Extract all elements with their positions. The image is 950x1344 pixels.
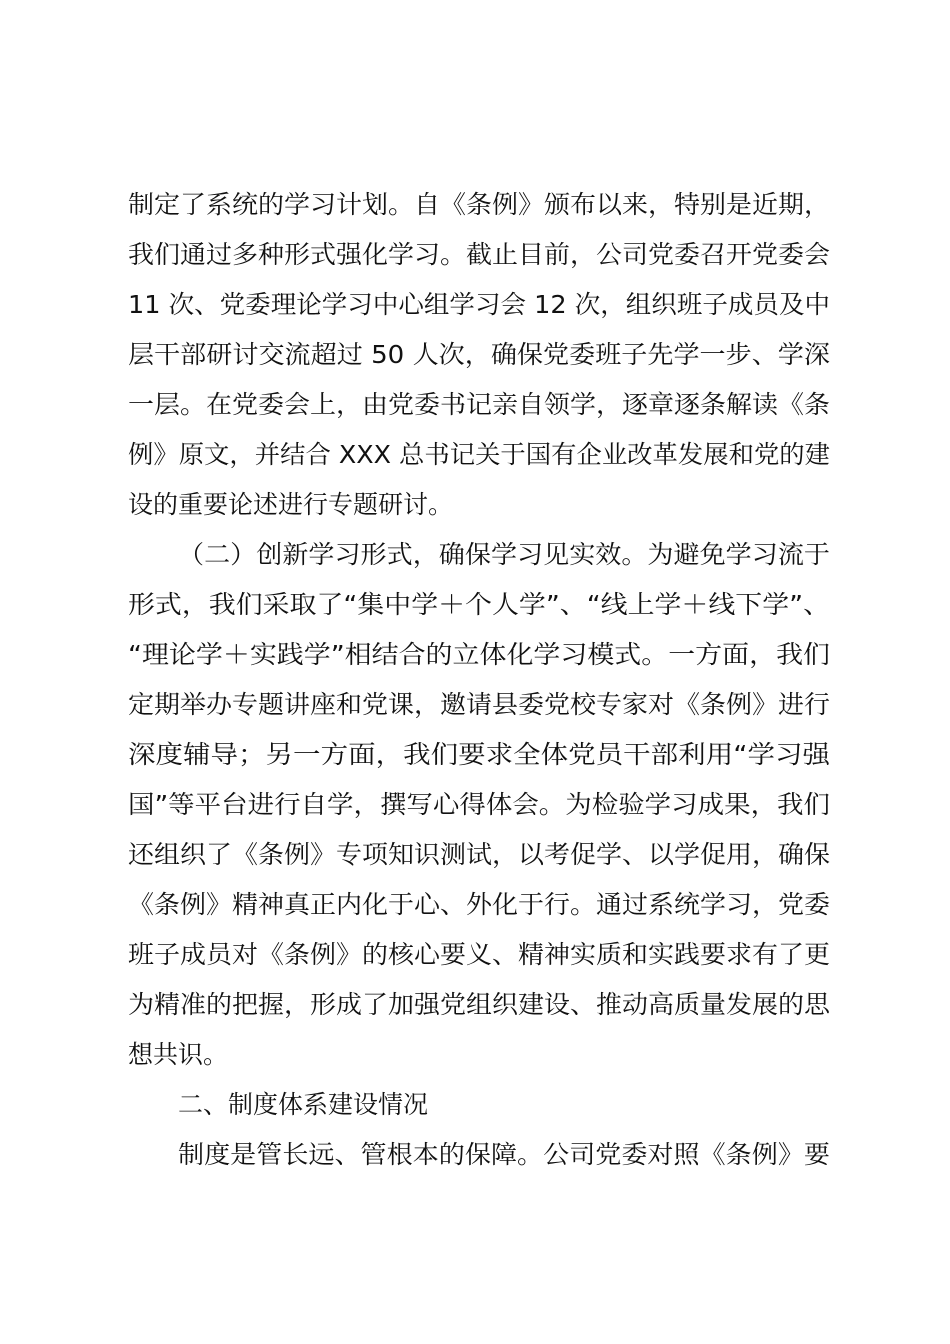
text-line — [0, 635, 950, 675]
text-line — [0, 485, 950, 525]
line-text: 例》原文，并结合 XXX 总书记关于国有企业改革发展和党的建 — [128, 440, 830, 469]
line-text: 国”等平台进行自学，撰写心得体会。为检验学习成果，我们 — [128, 790, 830, 819]
text-line — [0, 1035, 950, 1075]
text-line — [0, 185, 950, 225]
line-text: 深度辅导；另一方面，我们要求全体党员干部利用“学习强 — [128, 740, 831, 769]
text-line — [0, 585, 950, 625]
text-line — [0, 885, 950, 925]
line-text: 一层。在党委会上，由党委书记亲自领学，逐章逐条解读《条 — [128, 390, 830, 419]
text-line — [0, 835, 950, 875]
line-text: 11 次、党委理论学习中心组学习会 12 次，组织班子成员及中 — [128, 290, 830, 319]
text-line — [0, 385, 950, 425]
text-line — [0, 735, 950, 775]
line-text: 《条例》精神真正内化于心、外化于行。通过系统学习，党委 — [128, 890, 830, 919]
text-line — [0, 535, 950, 575]
text-line — [0, 285, 950, 325]
text-line — [0, 1135, 950, 1175]
line-text: 形式，我们采取了“集中学＋个人学”、“线上学＋线下学”、 — [128, 590, 830, 619]
line-text: （二）创新学习形式，确保学习见实效。为避免学习流于 — [178, 540, 830, 569]
text-line — [0, 235, 950, 275]
line-text: 我们通过多种形式强化学习。截止目前，公司党委召开党委会 — [128, 240, 830, 269]
text-line — [0, 785, 950, 825]
section-heading-text: 二、制度体系建设情况 — [178, 1090, 429, 1119]
text-line — [0, 685, 950, 725]
line-text: 制度是管长远、管根本的保障。公司党委对照《条例》要 — [178, 1140, 830, 1169]
line-text: “理论学＋实践学”相结合的立体化学习模式。一方面，我们 — [128, 640, 830, 669]
line-text: 班子成员对《条例》的核心要义、精神实质和实践要求有了更 — [128, 940, 830, 969]
line-text: 想共识。 — [128, 1040, 229, 1069]
line-text: 制定了系统的学习计划。自《条例》颁布以来，特别是近期， — [128, 190, 830, 219]
text-line — [0, 335, 950, 375]
line-text: 还组织了《条例》专项知识测试，以考促学、以学促用，确保 — [128, 840, 830, 869]
text-line — [0, 435, 950, 475]
text-line — [0, 935, 950, 975]
line-text: 定期举办专题讲座和党课，邀请县委党校专家对《条例》进行 — [128, 690, 830, 719]
line-text: 层干部研讨交流超过 50 人次，确保党委班子先学一步、学深 — [128, 340, 830, 369]
line-text: 设的重要论述进行专题研讨。 — [128, 490, 454, 519]
section-heading — [0, 1085, 950, 1125]
line-text: 为精准的把握，形成了加强党组织建设、推动高质量发展的思 — [128, 990, 830, 1019]
text-line — [0, 985, 950, 1025]
